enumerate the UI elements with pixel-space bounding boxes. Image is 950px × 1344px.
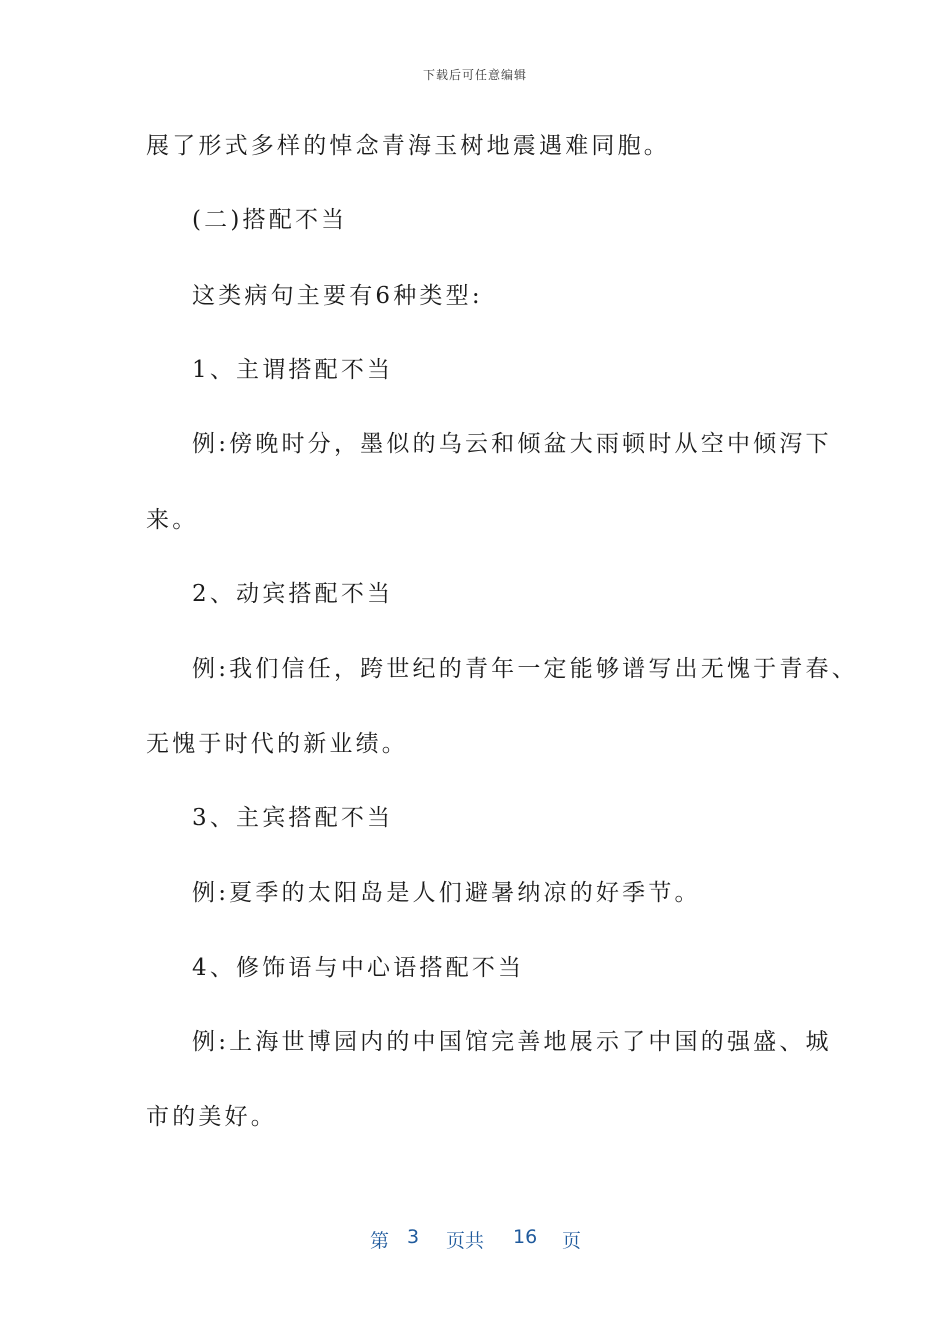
example-line: 例:我们信任，跨世纪的青年一定能够谱写出无愧于青春、	[192, 656, 858, 682]
list-item-heading: 2、动宾搭配不当	[192, 581, 394, 607]
example-line: 例:上海世博园内的中国馆完善地展示了中国的强盛、城	[192, 1029, 832, 1055]
list-item-heading: 3、主宾搭配不当	[192, 805, 394, 831]
list-item-heading: 4、修饰语与中心语搭配不当	[192, 955, 525, 981]
page-number-middle: 页共	[446, 1230, 485, 1252]
list-item-heading: 1、主谓搭配不当	[192, 357, 394, 383]
section-heading: (二)搭配不当	[192, 207, 348, 233]
example-line: 例:夏季的太阳岛是人们避暑纳凉的好季节。	[192, 880, 701, 906]
paragraph-line-2: 这类病句主要有6种类型:	[192, 283, 483, 309]
current-page-number: 3	[407, 1226, 420, 1248]
example-line-cont: 来。	[146, 507, 199, 533]
page-number-suffix: 页	[562, 1230, 582, 1252]
paragraph-line-1: 展了形式多样的悼念青海玉树地震遇难同胞。	[146, 133, 670, 159]
example-line: 例:傍晚时分，墨似的乌云和倾盆大雨顿时从空中倾泻下	[192, 431, 832, 457]
total-pages-number: 16	[513, 1226, 538, 1248]
page-number-prefix: 第	[370, 1230, 390, 1252]
example-line-cont: 无愧于时代的新业绩。	[146, 731, 408, 757]
example-line-cont: 市的美好。	[146, 1104, 277, 1130]
page-header: 下载后可任意编辑	[422, 68, 527, 82]
